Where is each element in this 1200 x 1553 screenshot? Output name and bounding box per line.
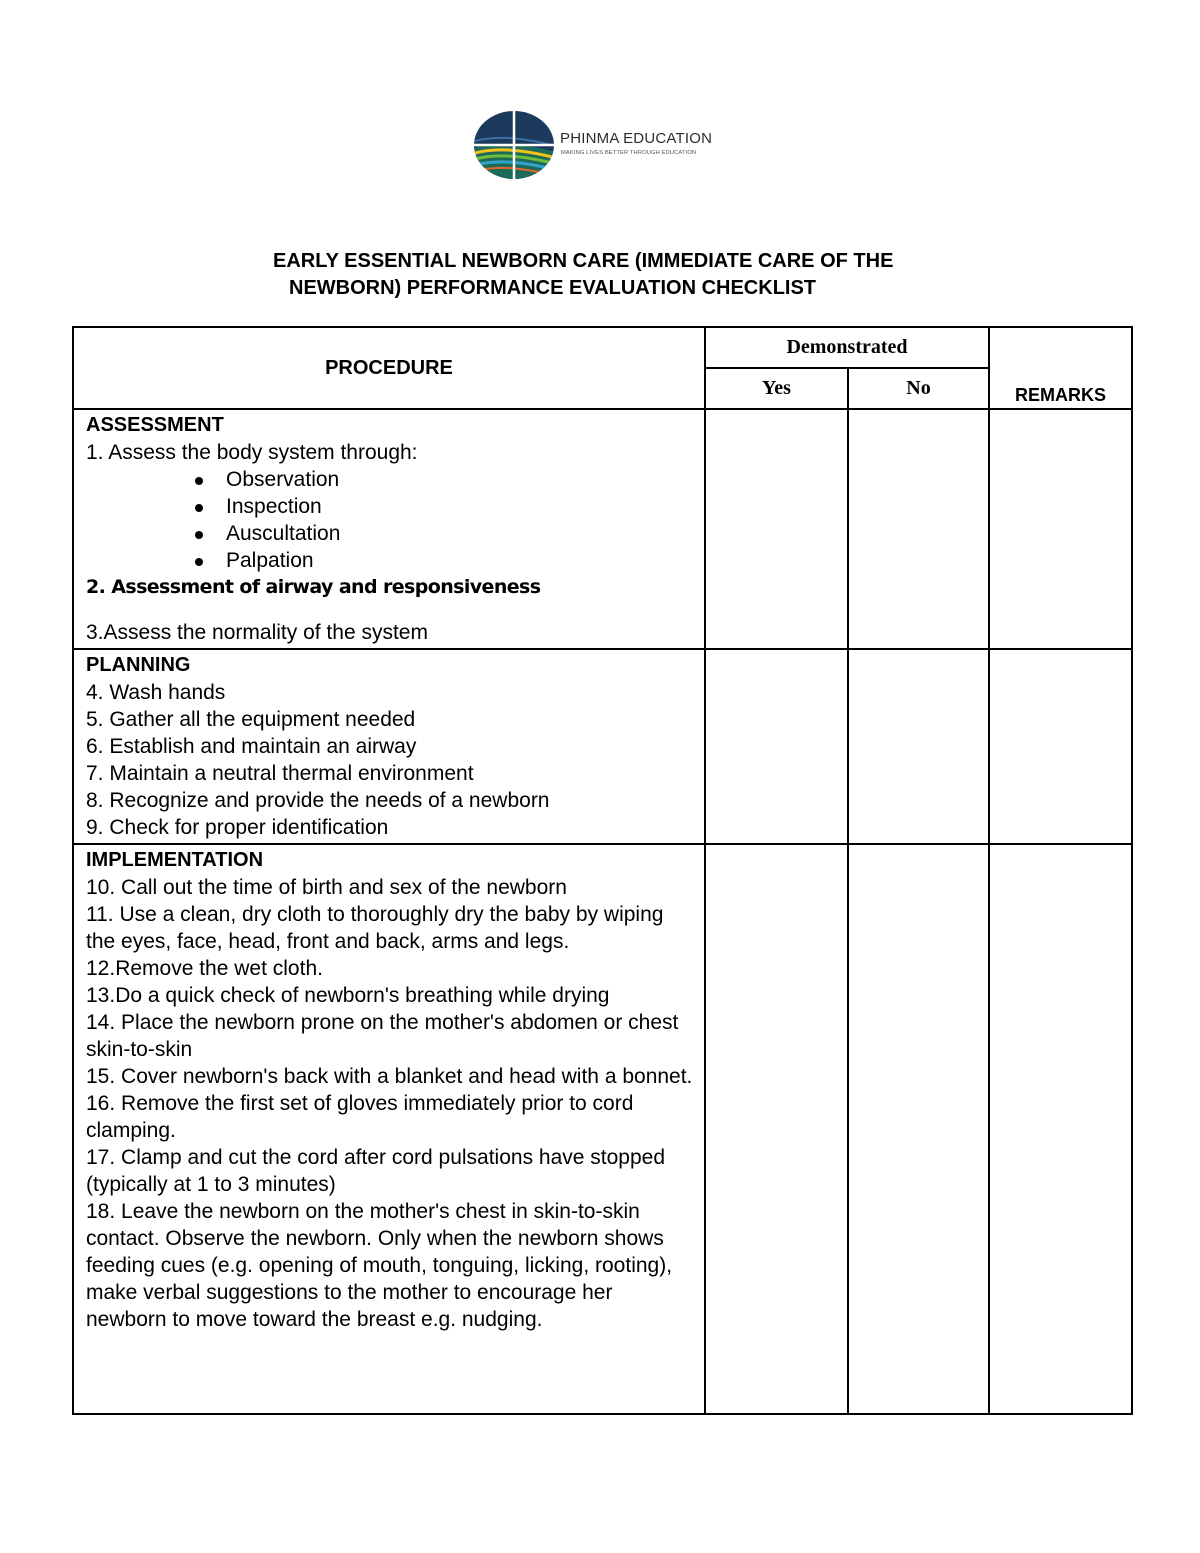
list-item: 10. Call out the time of birth and sex of the newborn bbox=[86, 876, 567, 899]
list-item: 17. Clamp and cut the cord after cord pulsations have stopped (typically at 1 to 3 minutes) bbox=[86, 1146, 666, 1196]
list-item: Observation bbox=[86, 466, 694, 493]
logo-name: PHINMA EDUCATION bbox=[560, 130, 713, 147]
list-item: 8. Recognize and provide the needs of a newborn bbox=[86, 789, 550, 812]
demonstrated-header: Demonstrated bbox=[705, 327, 989, 368]
list-item: 6. Establish and maintain an airway bbox=[86, 735, 417, 758]
implementation-row bbox=[73, 844, 1132, 1414]
list-item: 13.Do a quick check of newborn's breathing while drying bbox=[86, 984, 610, 1007]
logo-tagline: MAKING LIVES BETTER THROUGH EDUCATION bbox=[561, 150, 697, 156]
list-item: Inspection bbox=[86, 493, 694, 520]
implementation-no-cell[interactable] bbox=[848, 844, 989, 1414]
assessment-yes-cell[interactable] bbox=[705, 409, 848, 649]
title-line-2: NEWBORN) PERFORMANCE EVALUATION CHECKLIST bbox=[289, 277, 817, 299]
list-item: 12.Remove the wet cloth. bbox=[86, 957, 323, 980]
assessment-remarks-cell[interactable] bbox=[989, 409, 1132, 649]
list-item: 9. Check for proper identification bbox=[86, 816, 389, 839]
list-item: 16. Remove the first set of gloves immediately prior to cord clamping. bbox=[86, 1092, 634, 1142]
list-item: 14. Place the newborn prone on the mother's abdomen or chest skin-to-skin bbox=[86, 1011, 679, 1061]
list-item: 4. Wash hands bbox=[86, 681, 226, 704]
assessment-row bbox=[73, 409, 1132, 649]
list-item: Auscultation bbox=[86, 520, 694, 547]
planning-heading: PLANNING bbox=[86, 654, 191, 676]
list-item: Palpation bbox=[86, 547, 694, 574]
title-line-1: EARLY ESSENTIAL NEWBORN CARE (IMMEDIATE CARE OF THE bbox=[273, 250, 894, 272]
implementation-yes-cell[interactable] bbox=[705, 844, 848, 1414]
list-item: 18. Leave the newborn on the mother's chest in skin-to-skin contact. Observe the newborn. Only when the newborn shows feeding cues (e.g. opening of mouth, tonguing, licking, rooting), make verbal suggestions to the mother to encourage her newborn to move toward the breast e.g. nudging. bbox=[86, 1200, 673, 1331]
list-item: 5. Gather all the equipment needed bbox=[86, 708, 416, 731]
assessment-item-1: 1. Assess the body system through: bbox=[86, 441, 418, 464]
header-row-1 bbox=[73, 327, 1132, 368]
assessment-no-cell[interactable] bbox=[848, 409, 989, 649]
list-item: 15. Cover newborn's back with a blanket and head with a bonnet. bbox=[86, 1065, 693, 1088]
planning-cell bbox=[73, 649, 705, 844]
phinma-logo bbox=[472, 108, 732, 182]
remarks-header: REMARKS bbox=[989, 327, 1132, 409]
implementation-cell bbox=[73, 844, 705, 1414]
evaluation-checklist-table bbox=[72, 326, 1133, 1415]
planning-remarks-cell[interactable] bbox=[989, 649, 1132, 844]
assessment-bullet-list bbox=[86, 466, 694, 574]
assessment-cell bbox=[73, 409, 705, 649]
list-item: 11. Use a clean, dry cloth to thoroughly dry the baby by wiping the eyes, face, head, front and back, arms and legs. bbox=[86, 903, 664, 953]
implementation-remarks-cell[interactable] bbox=[989, 844, 1132, 1414]
assessment-item-2: 2. Assessment of airway and responsiveness bbox=[86, 576, 541, 598]
assessment-heading: ASSESSMENT bbox=[86, 414, 224, 436]
planning-yes-cell[interactable] bbox=[705, 649, 848, 844]
list-item: 7. Maintain a neutral thermal environment bbox=[86, 762, 474, 785]
no-header: No bbox=[848, 368, 989, 409]
implementation-heading: IMPLEMENTATION bbox=[86, 849, 264, 871]
planning-no-cell[interactable] bbox=[848, 649, 989, 844]
procedure-header: PROCEDURE bbox=[73, 327, 705, 409]
assessment-item-3: 3.Assess the normality of the system bbox=[86, 621, 428, 644]
yes-header: Yes bbox=[705, 368, 848, 409]
planning-row bbox=[73, 649, 1132, 844]
globe-logo-icon bbox=[472, 108, 556, 182]
